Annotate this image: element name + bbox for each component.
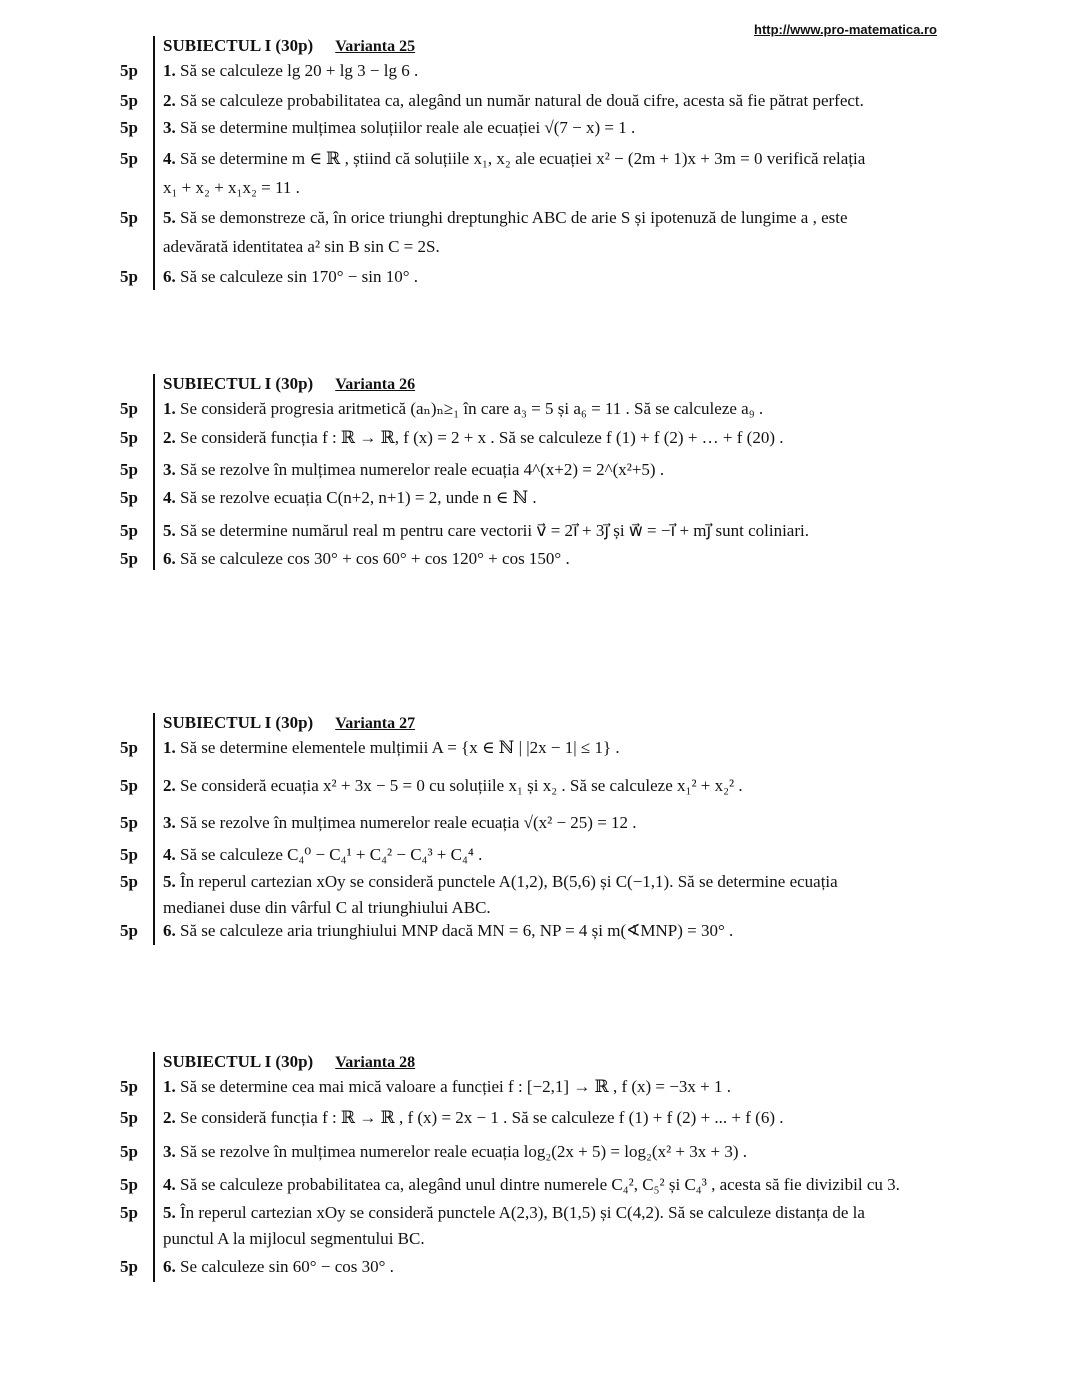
problem-text: Să se demonstreze că, în orice triunghi dreptunghic ABC de arie S și ipotenuză de lungime a , este	[180, 208, 848, 227]
points-label: 5p	[120, 91, 138, 110]
problem-number: 5.	[163, 1203, 176, 1222]
vertical-rule	[153, 36, 155, 290]
problem-number: 3.	[163, 1142, 176, 1161]
problem-number: 4.	[163, 488, 176, 507]
points-label: 5p	[120, 267, 138, 286]
problem-number: 1.	[163, 399, 176, 418]
vertical-rule	[153, 374, 155, 570]
problem-text: Să se calculeze sin 170° − sin 10° .	[180, 267, 418, 286]
variant-label: Varianta 28	[335, 1054, 416, 1071]
problem-number: 1.	[163, 738, 176, 757]
problem-text: Să se calculeze aria triunghiului MNP dacă MN = 6, NP = 4 și m(∢MNP) = 30° .	[180, 921, 734, 940]
problem-text: Să se calculeze probabilitatea ca, alegând un număr natural de două cifre, acesta să fie pătrat perfect.	[180, 91, 864, 110]
problem-number: 4.	[163, 845, 176, 864]
problem-text: Să se calculeze probabilitatea ca, alegând unul dintre numerele C₄², C₅² și C₄³ , acesta să fie divizibil cu 3.	[180, 1175, 900, 1194]
problem-number: 6.	[163, 549, 176, 568]
problem-number: 2.	[163, 776, 176, 795]
points-label: 5p	[120, 1257, 138, 1276]
problem-number: 5.	[163, 521, 176, 540]
problem-number: 3.	[163, 460, 176, 479]
points-label: 5p	[120, 845, 138, 864]
problem-text: Se calculeze sin 60° − cos 30° .	[180, 1257, 394, 1276]
problem-text: Se consideră progresia aritmetică (aₙ)ₙ≥₁ în care a₃ = 5 și a₆ = 11 . Să se calculeze a₉ .	[180, 399, 764, 418]
section-header	[163, 374, 415, 394]
problem-number: 1.	[163, 61, 176, 80]
points-label: 5p	[120, 460, 138, 479]
points-label: 5p	[120, 428, 138, 447]
problem-number: 4.	[163, 149, 176, 168]
section-header	[163, 713, 415, 733]
problem-text: Să se determine elementele mulțimii A = {x ∈ ℕ | |2x − 1| ≤ 1} .	[180, 738, 620, 757]
problem-text: Se consideră funcția f : ℝ → ℝ, f (x) = 2 + x . Să se calculeze f (1) + f (2) + … + f (20) .	[180, 428, 784, 447]
points-label: 5p	[120, 488, 138, 507]
problem-text: Să se calculeze cos 30° + cos 60° + cos 120° + cos 150° .	[180, 549, 570, 568]
problem-number: 6.	[163, 921, 176, 940]
subject-title: SUBIECTUL I (30p)	[163, 713, 314, 732]
problem-text: Să se rezolve în mulțimea numerelor reale ecuația log₂(2x + 5) = log₂(x² + 3x + 3) .	[180, 1142, 748, 1161]
points-label: 5p	[120, 813, 138, 832]
problem-number: 5.	[163, 208, 176, 227]
problem-text: Să se determine cea mai mică valoare a funcției f : [−2,1] → ℝ , f (x) = −3x + 1 .	[180, 1077, 731, 1096]
points-label: 5p	[120, 118, 138, 137]
points-label: 5p	[120, 149, 138, 168]
problem-number: 2.	[163, 1108, 176, 1127]
problem-4-continuation: x₁ + x₂ + x₁x₂ = 11 .	[163, 178, 300, 197]
problem-number: 3.	[163, 813, 176, 832]
points-label: 5p	[120, 1077, 138, 1096]
problem-number: 2.	[163, 428, 176, 447]
problem-text: Să se calculeze C₄⁰ − C₄¹ + C₄² − C₄³ + C₄⁴ .	[180, 845, 483, 864]
problem-5-continuation: medianei duse din vârful C al triunghiului ABC.	[163, 898, 491, 917]
problem-number: 1.	[163, 1077, 176, 1096]
points-label: 5p	[120, 738, 138, 757]
subject-title: SUBIECTUL I (30p)	[163, 374, 314, 393]
vertical-rule	[153, 1052, 155, 1282]
problem-text: Să se rezolve în mulțimea numerelor reale ecuația √(x² − 25) = 12 .	[180, 813, 637, 832]
subject-title: SUBIECTUL I (30p)	[163, 36, 314, 55]
section-header	[163, 36, 415, 56]
problem-text: Să se rezolve în mulțimea numerelor reale ecuația 4^(x+2) = 2^(x²+5) .	[180, 460, 665, 479]
problem-text: Să se determine mulțimea soluțiilor reale ale ecuației √(7 − x) = 1 .	[180, 118, 636, 137]
points-label: 5p	[120, 61, 138, 80]
variant-label: Varianta 27	[335, 715, 416, 732]
problem-number: 6.	[163, 267, 176, 286]
variant-label: Varianta 25	[335, 38, 416, 55]
points-label: 5p	[120, 549, 138, 568]
points-label: 5p	[120, 1142, 138, 1161]
problem-number: 5.	[163, 872, 176, 891]
site-url-link[interactable]: http://www.pro-matematica.ro	[754, 22, 937, 37]
problem-text: Să se determine m ∈ ℝ , știind că soluțiile x₁, x₂ ale ecuației x² − (2m + 1)x + 3m = 0 verifică relația	[180, 149, 866, 168]
points-label: 5p	[120, 1108, 138, 1127]
problem-text: În reperul cartezian xOy se consideră punctele A(2,3), B(1,5) și C(4,2). Să se calculeze distanța de la	[180, 1203, 865, 1222]
variant-label: Varianta 26	[335, 376, 416, 393]
problem-text: Se consideră ecuația x² + 3x − 5 = 0 cu soluțiile x₁ și x₂ . Să se calculeze x₁² + x₂² .	[180, 776, 743, 795]
vertical-rule	[153, 713, 155, 945]
problem-text: Să se calculeze lg 20 + lg 3 − lg 6 .	[180, 61, 419, 80]
problem-text: Să se determine numărul real m pentru care vectorii v⃗ = 2i⃗ + 3j⃗ și w⃗ = −i⃗ + mj⃗ sunt coliniari.	[180, 521, 809, 540]
points-label: 5p	[120, 399, 138, 418]
subject-title: SUBIECTUL I (30p)	[163, 1052, 314, 1071]
problem-text: Se consideră funcția f : ℝ → ℝ , f (x) = 2x − 1 . Să se calculeze f (1) + f (2) + ... + f (6) .	[180, 1108, 784, 1127]
section-header	[163, 1052, 415, 1072]
points-label: 5p	[120, 872, 138, 891]
problem-text: În reperul cartezian xOy se consideră punctele A(1,2), B(5,6) și C(−1,1). Să se determine ecuația	[180, 872, 838, 891]
problem-5-continuation: adevărată identitatea a² sin B sin C = 2S.	[163, 237, 440, 256]
points-label: 5p	[120, 521, 138, 540]
points-label: 5p	[120, 921, 138, 940]
points-label: 5p	[120, 776, 138, 795]
problem-number: 2.	[163, 91, 176, 110]
problem-number: 4.	[163, 1175, 176, 1194]
points-label: 5p	[120, 208, 138, 227]
problem-number: 6.	[163, 1257, 176, 1276]
problem-text: Să se rezolve ecuația C(n+2, n+1) = 2, unde n ∈ ℕ .	[180, 488, 537, 507]
problem-5-continuation: punctul A la mijlocul segmentului BC.	[163, 1229, 425, 1248]
points-label: 5p	[120, 1203, 138, 1222]
problem-number: 3.	[163, 118, 176, 137]
points-label: 5p	[120, 1175, 138, 1194]
